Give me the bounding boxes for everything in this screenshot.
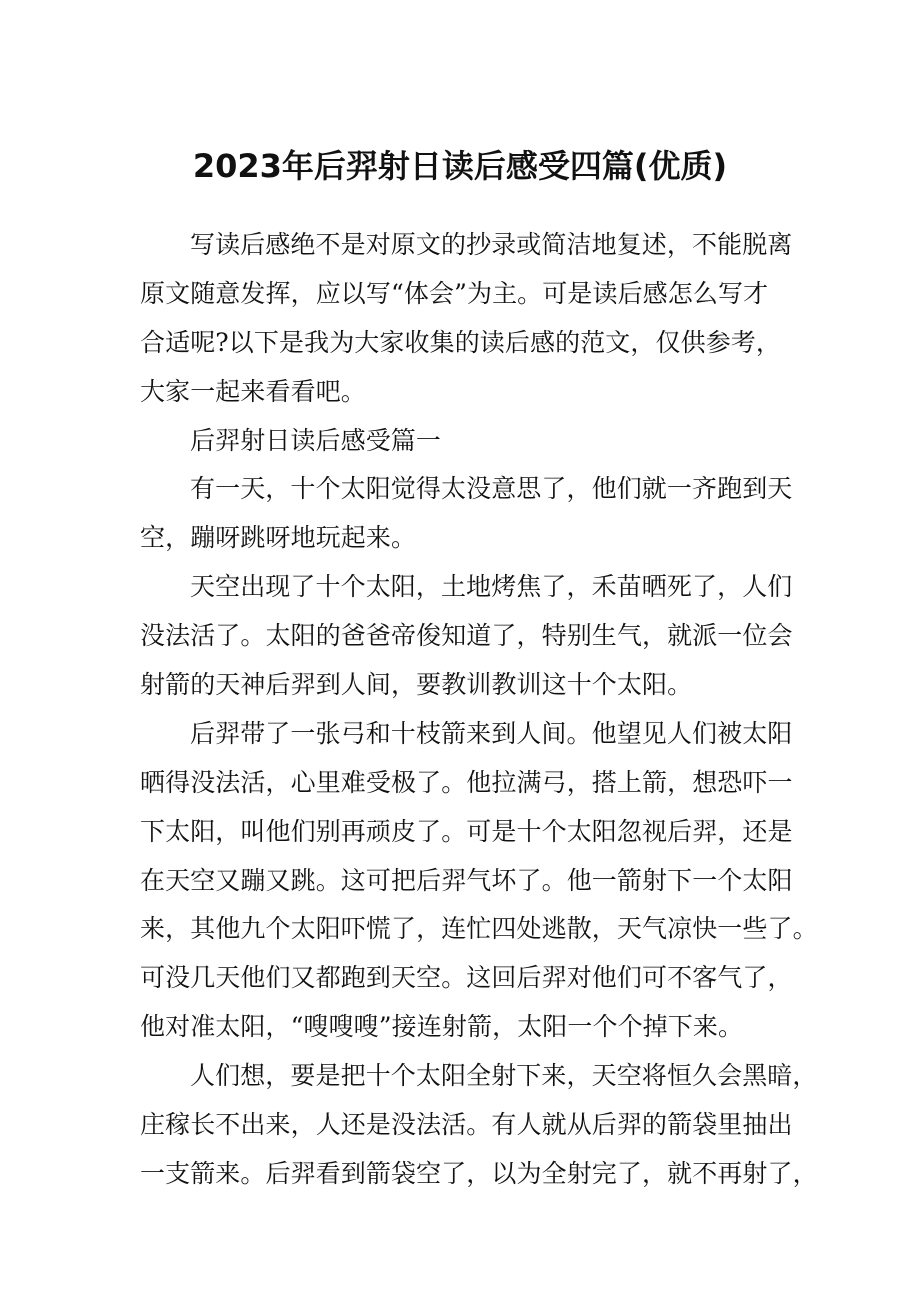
paragraph-intro-line-2: 原文随意发挥，应以写“体会”为主。可是读后感怎么写才 <box>140 278 769 308</box>
paragraph-intro-line-3: 合适呢?以下是我为大家收集的读后感的范文，仅供参考， <box>140 327 782 357</box>
section-heading: 后羿射日读后感受篇一 <box>190 425 442 455</box>
paragraph-3-line-3: 下太阳，叫他们别再顽皮了。可是十个太阳忽视后羿，还是 <box>140 816 793 846</box>
page-title: 2023年后羿射日读后感受四篇(优质) <box>192 147 728 185</box>
paragraph-intro-line-1: 写读后感绝不是对原文的抄录或简洁地复述，不能脱离 <box>190 230 793 259</box>
paragraph-4-line-1: 人们想，要是把十个太阳全射下来，天空将恒久会黑暗， <box>190 1061 818 1091</box>
paragraph-3-line-1: 后羿带了一张弓和十枝箭来到人间。他望见人们被太阳 <box>190 718 793 748</box>
paragraph-4-line-3: 一支箭来。后羿看到箭袋空了，以为全射完了，就不再射了， <box>140 1158 818 1188</box>
paragraph-3-line-2: 晒得没法活，心里难受极了。他拉满弓，搭上箭，想恐吓一 <box>140 767 793 797</box>
paragraph-3-line-6: 可没几天他们又都跑到天空。这回后羿对他们可不客气了， <box>140 963 793 993</box>
paragraph-3-line-5: 来，其他九个太阳吓慌了，连忙四处逃散，天气凉快一些了。 <box>140 914 818 944</box>
paragraph-intro-line-4: 大家一起来看看吧。 <box>140 376 366 406</box>
paragraph-1-line-1: 有一天，十个太阳觉得太没意思了，他们就一齐跑到天 <box>190 474 793 504</box>
paragraph-4-line-2: 庄稼长不出来，人还是没法活。有人就从后羿的箭袋里抽出 <box>140 1110 793 1140</box>
paragraph-2-line-2: 没法活了。太阳的爸爸帝俊知道了，特别生气，就派一位会 <box>140 621 793 651</box>
paragraph-1-line-2: 空，蹦呀跳呀地玩起来。 <box>140 523 417 553</box>
paragraph-3-line-7: 他对准太阳，“嗖嗖嗖”接连射箭，太阳一个个掉下来。 <box>140 1012 744 1042</box>
paragraph-3-line-4: 在天空又蹦又跳。这可把后羿气坏了。他一箭射下一个太阳 <box>140 865 793 895</box>
document-body <box>140 221 818 1199</box>
paragraph-2-line-3: 射箭的天神后羿到人间，要教训教训这十个太阳。 <box>140 670 693 700</box>
paragraph-2-line-1: 天空出现了十个太阳，土地烤焦了，禾苗晒死了，人们 <box>190 572 793 602</box>
